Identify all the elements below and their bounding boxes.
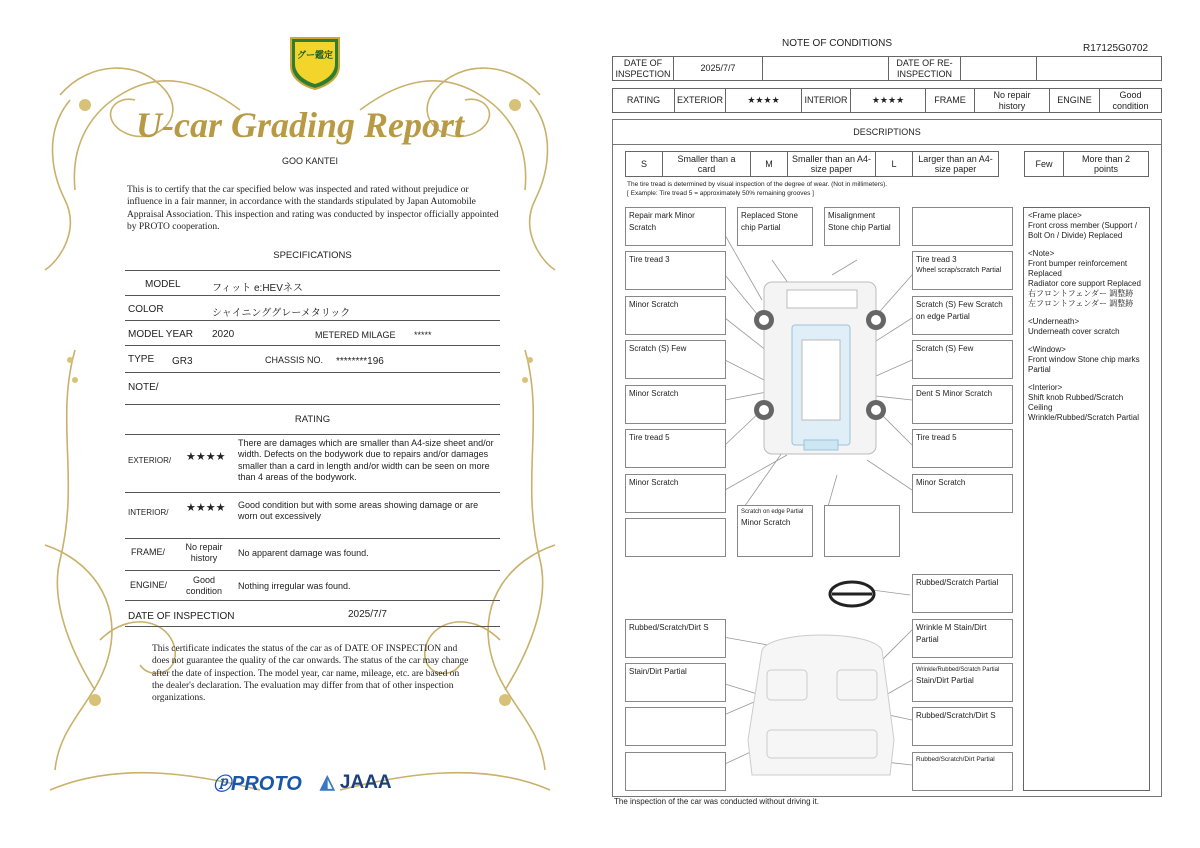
note-line: Radiator core support Replaced bbox=[1028, 279, 1141, 288]
label-front-left-panel: Repair mark Minor Scratch bbox=[625, 207, 726, 246]
date-of-inspection-label: DATE OF INSPECTION bbox=[612, 56, 674, 81]
tire-tread-note: The tire tread is determined by visual inspection of the degree of wear. (Not in millimeters). bbox=[627, 181, 888, 188]
note-line: <Note> bbox=[1028, 249, 1055, 258]
label-blank bbox=[912, 207, 1013, 246]
report-title: U-car Grading Report bbox=[135, 105, 464, 145]
type-value: GR3 bbox=[172, 356, 193, 367]
exterior-stars: ★★★★ bbox=[725, 88, 802, 113]
label-rear-bumper bbox=[737, 505, 813, 557]
descriptions-heading: DESCRIPTIONS bbox=[612, 119, 1162, 145]
label-right-fender: Scratch (S) Few Scratch on edge Partial bbox=[912, 296, 1013, 335]
note-line: Shift knob Rubbed/Scratch bbox=[1028, 393, 1124, 402]
legend-value-few: More than 2 points bbox=[1063, 151, 1149, 177]
label-front-bumper: Replaced Stone chip Partial bbox=[737, 207, 813, 246]
goo-kantei-badge bbox=[287, 32, 343, 90]
label-right-front-seat bbox=[912, 663, 1013, 702]
note-line: Front cross member (Support / Bolt On / Divide) Replaced bbox=[1028, 221, 1137, 240]
reinspection-label: DATE OF RE-INSPECTION bbox=[888, 56, 961, 81]
engine-value: Good condition bbox=[1099, 88, 1162, 113]
rating-label: RATING bbox=[612, 88, 675, 113]
inspection-footer: The inspection of the car was conducted without driving it. bbox=[614, 797, 819, 806]
mileage-label: METERED MILAGE bbox=[315, 330, 396, 340]
chassis-value: ********196 bbox=[336, 356, 384, 367]
condition-notes bbox=[1023, 207, 1150, 791]
reference-number: R17125G0702 bbox=[1083, 43, 1149, 54]
label-right-front-door: Scratch (S) Few bbox=[912, 340, 1013, 379]
note-line: 左フロントフェンダー 調整跡 bbox=[1028, 299, 1134, 308]
label-blank bbox=[824, 505, 900, 557]
legend-value-s: Smaller than a card bbox=[662, 151, 751, 177]
interior-label: INTERIOR bbox=[801, 88, 851, 113]
engine-value: Good condition bbox=[185, 575, 223, 596]
engine-label: ENGINE/ bbox=[130, 580, 168, 590]
tire-tread-example: [ Example: Tire tread 5 = approximately 50% remaining grooves ] bbox=[627, 190, 814, 197]
note-line: <Window> bbox=[1028, 345, 1066, 354]
label-left-front-tire: Tire tread 3 bbox=[625, 251, 726, 290]
reinspection-value bbox=[960, 56, 1037, 81]
color-value: シャイニンググレーメタリック bbox=[212, 308, 351, 319]
notes-list bbox=[1028, 211, 1145, 423]
label-left-fender: Minor Scratch bbox=[625, 296, 726, 335]
label-right-rear-door: Dent S Minor Scratch bbox=[912, 385, 1013, 424]
jaaa-logo bbox=[320, 771, 392, 794]
frame-label: FRAME bbox=[925, 88, 975, 113]
blank-cell bbox=[762, 56, 889, 81]
legend-key-m: M bbox=[750, 151, 788, 177]
exterior-label: EXTERIOR/ bbox=[128, 456, 172, 465]
note-line: 右フロントフェンダー 調整跡 bbox=[1028, 289, 1134, 298]
exterior-label: EXTERIOR bbox=[674, 88, 726, 113]
inspection-date-label: DATE OF INSPECTION bbox=[128, 611, 235, 622]
label-shift-knob: Rubbed/Scratch/Dirt S bbox=[912, 707, 1013, 746]
certification-statement: This is to certify that the car specified below was inspected and rated without prejudice or influence in a fair manner, in accordance with the standards stipulated by Japan Automobile Appraisal Association. This inspection and rating was conducted by inspector officially appointed by PROTO cooperation. bbox=[127, 185, 499, 233]
frame-value: No repair history bbox=[974, 88, 1050, 113]
label-right-front-tire bbox=[912, 251, 1013, 290]
frame-description: No apparent damage was found. bbox=[238, 548, 369, 558]
right-seat-wrinkle-text: Wrinkle/Rubbed/Scratch Partial bbox=[916, 667, 1000, 673]
note-of-conditions-heading: NOTE OF CONDITIONS bbox=[782, 38, 892, 49]
right-front-wheel-text: Wheel scrap/scratch Partial bbox=[916, 266, 1002, 274]
frame-label: FRAME/ bbox=[131, 547, 166, 557]
color-label: COLOR bbox=[128, 304, 164, 315]
label-blank bbox=[625, 518, 726, 557]
label-blank bbox=[625, 752, 726, 791]
note-line: Underneath cover scratch bbox=[1028, 327, 1120, 336]
label-left-front-seat: Stain/Dirt Partial bbox=[625, 663, 726, 702]
right-seat-stain-text: Stain/Dirt Partial bbox=[916, 675, 974, 685]
report-subtitle: GOO KANTEI bbox=[281, 156, 338, 166]
proto-logo bbox=[213, 770, 302, 796]
engine-description: Nothing irregular was found. bbox=[238, 581, 351, 591]
interior-label: INTERIOR/ bbox=[128, 508, 169, 517]
label-blank bbox=[625, 707, 726, 746]
right-front-tire-text: Tire tread 3 bbox=[916, 255, 957, 264]
label-left-front-door: Scratch (S) Few bbox=[625, 340, 726, 379]
note-line: Wrinkle/Rubbed/Scratch Partial bbox=[1028, 413, 1140, 422]
note-line: <Frame place> bbox=[1028, 211, 1082, 220]
proto-logo-text: PROTO bbox=[231, 773, 302, 795]
blank-cell bbox=[1036, 56, 1162, 81]
exterior-description: There are damages which are smaller than A4-size sheet and/or width. Defects on the bodywork due to repairs and/or damages smaller than a card in length and/or width can be seen on more than 4 areas of the bodywork. bbox=[238, 438, 494, 482]
label-dashboard: Rubbed/Scratch/Dirt S bbox=[625, 619, 726, 658]
note-line: Ceiling bbox=[1028, 403, 1053, 412]
legend-key-l: L bbox=[875, 151, 913, 177]
frame-value: No repair history bbox=[185, 542, 223, 563]
mileage-value: ***** bbox=[414, 330, 432, 340]
label-hood: Misalignment Stone chip Partial bbox=[824, 207, 900, 246]
note-line: Front bumper reinforcement Replaced bbox=[1028, 259, 1128, 278]
rear-bumper-scratch-text: Minor Scratch bbox=[741, 517, 791, 527]
label-right-rear-tire: Tire tread 5 bbox=[912, 429, 1013, 468]
model-label: MODEL bbox=[145, 279, 181, 290]
label-rear-seat: Rubbed/Scratch/Dirt Partial bbox=[912, 752, 1013, 791]
interior-stars: ★★★★ bbox=[186, 502, 226, 514]
label-left-quarter: Minor Scratch bbox=[625, 474, 726, 513]
exterior-stars: ★★★★ bbox=[186, 451, 226, 463]
label-ceiling: Wrinkle M Stain/Dirt Partial bbox=[912, 619, 1013, 658]
legend-key-s: S bbox=[625, 151, 663, 177]
certificate-disclaimer: This certificate indicates the status of the car as of DATE OF INSPECTION and does not guarantee the quality of the car onwards. The status of the car may change after the date of inspection. The model year, car name, mileage, etc. are based on the dealer's declaration. The evaluation may differ from that of other inspection organizations. bbox=[152, 644, 469, 704]
specifications-heading: SPECIFICATIONS bbox=[273, 250, 352, 261]
interior-description: Good condition but with some areas showing damage or are worn out excessively bbox=[238, 500, 479, 522]
label-steering-wheel: Rubbed/Scratch Partial bbox=[912, 574, 1013, 613]
note-line: <Interior> bbox=[1028, 383, 1063, 392]
legend-value-m: Smaller than an A4-size paper bbox=[787, 151, 876, 177]
date-of-inspection-value: 2025/7/7 bbox=[673, 56, 763, 81]
label-left-rear-door: Minor Scratch bbox=[625, 385, 726, 424]
proto-mark-icon: ⓟ bbox=[213, 774, 231, 794]
label-right-quarter: Minor Scratch bbox=[912, 474, 1013, 513]
legend-value-l: Larger than an A4-size paper bbox=[912, 151, 999, 177]
chassis-label: CHASSIS NO. bbox=[265, 355, 324, 365]
model-value: フィット e:HEVネス bbox=[212, 283, 303, 294]
inspection-date-value: 2025/7/7 bbox=[348, 609, 387, 620]
rear-bumper-edge-text: Scratch on edge Partial bbox=[741, 509, 804, 515]
label-left-rear-tire: Tire tread 5 bbox=[625, 429, 726, 468]
note-label: NOTE/ bbox=[128, 382, 159, 393]
jaaa-mark-icon: ◭ bbox=[320, 772, 335, 793]
rating-heading: RATING bbox=[294, 414, 331, 425]
badge-text: グー鑑定 bbox=[296, 50, 333, 60]
note-line: Front window Stone chip marks Partial bbox=[1028, 355, 1140, 374]
note-line: <Underneath> bbox=[1028, 317, 1080, 326]
model-year-label: MODEL YEAR bbox=[128, 329, 194, 340]
jaaa-logo-text: JAAA bbox=[339, 772, 392, 793]
model-year-value: 2020 bbox=[212, 329, 235, 340]
engine-label: ENGINE bbox=[1049, 88, 1100, 113]
interior-stars: ★★★★ bbox=[850, 88, 926, 113]
type-label: TYPE bbox=[128, 354, 155, 365]
legend-key-few: Few bbox=[1024, 151, 1064, 177]
